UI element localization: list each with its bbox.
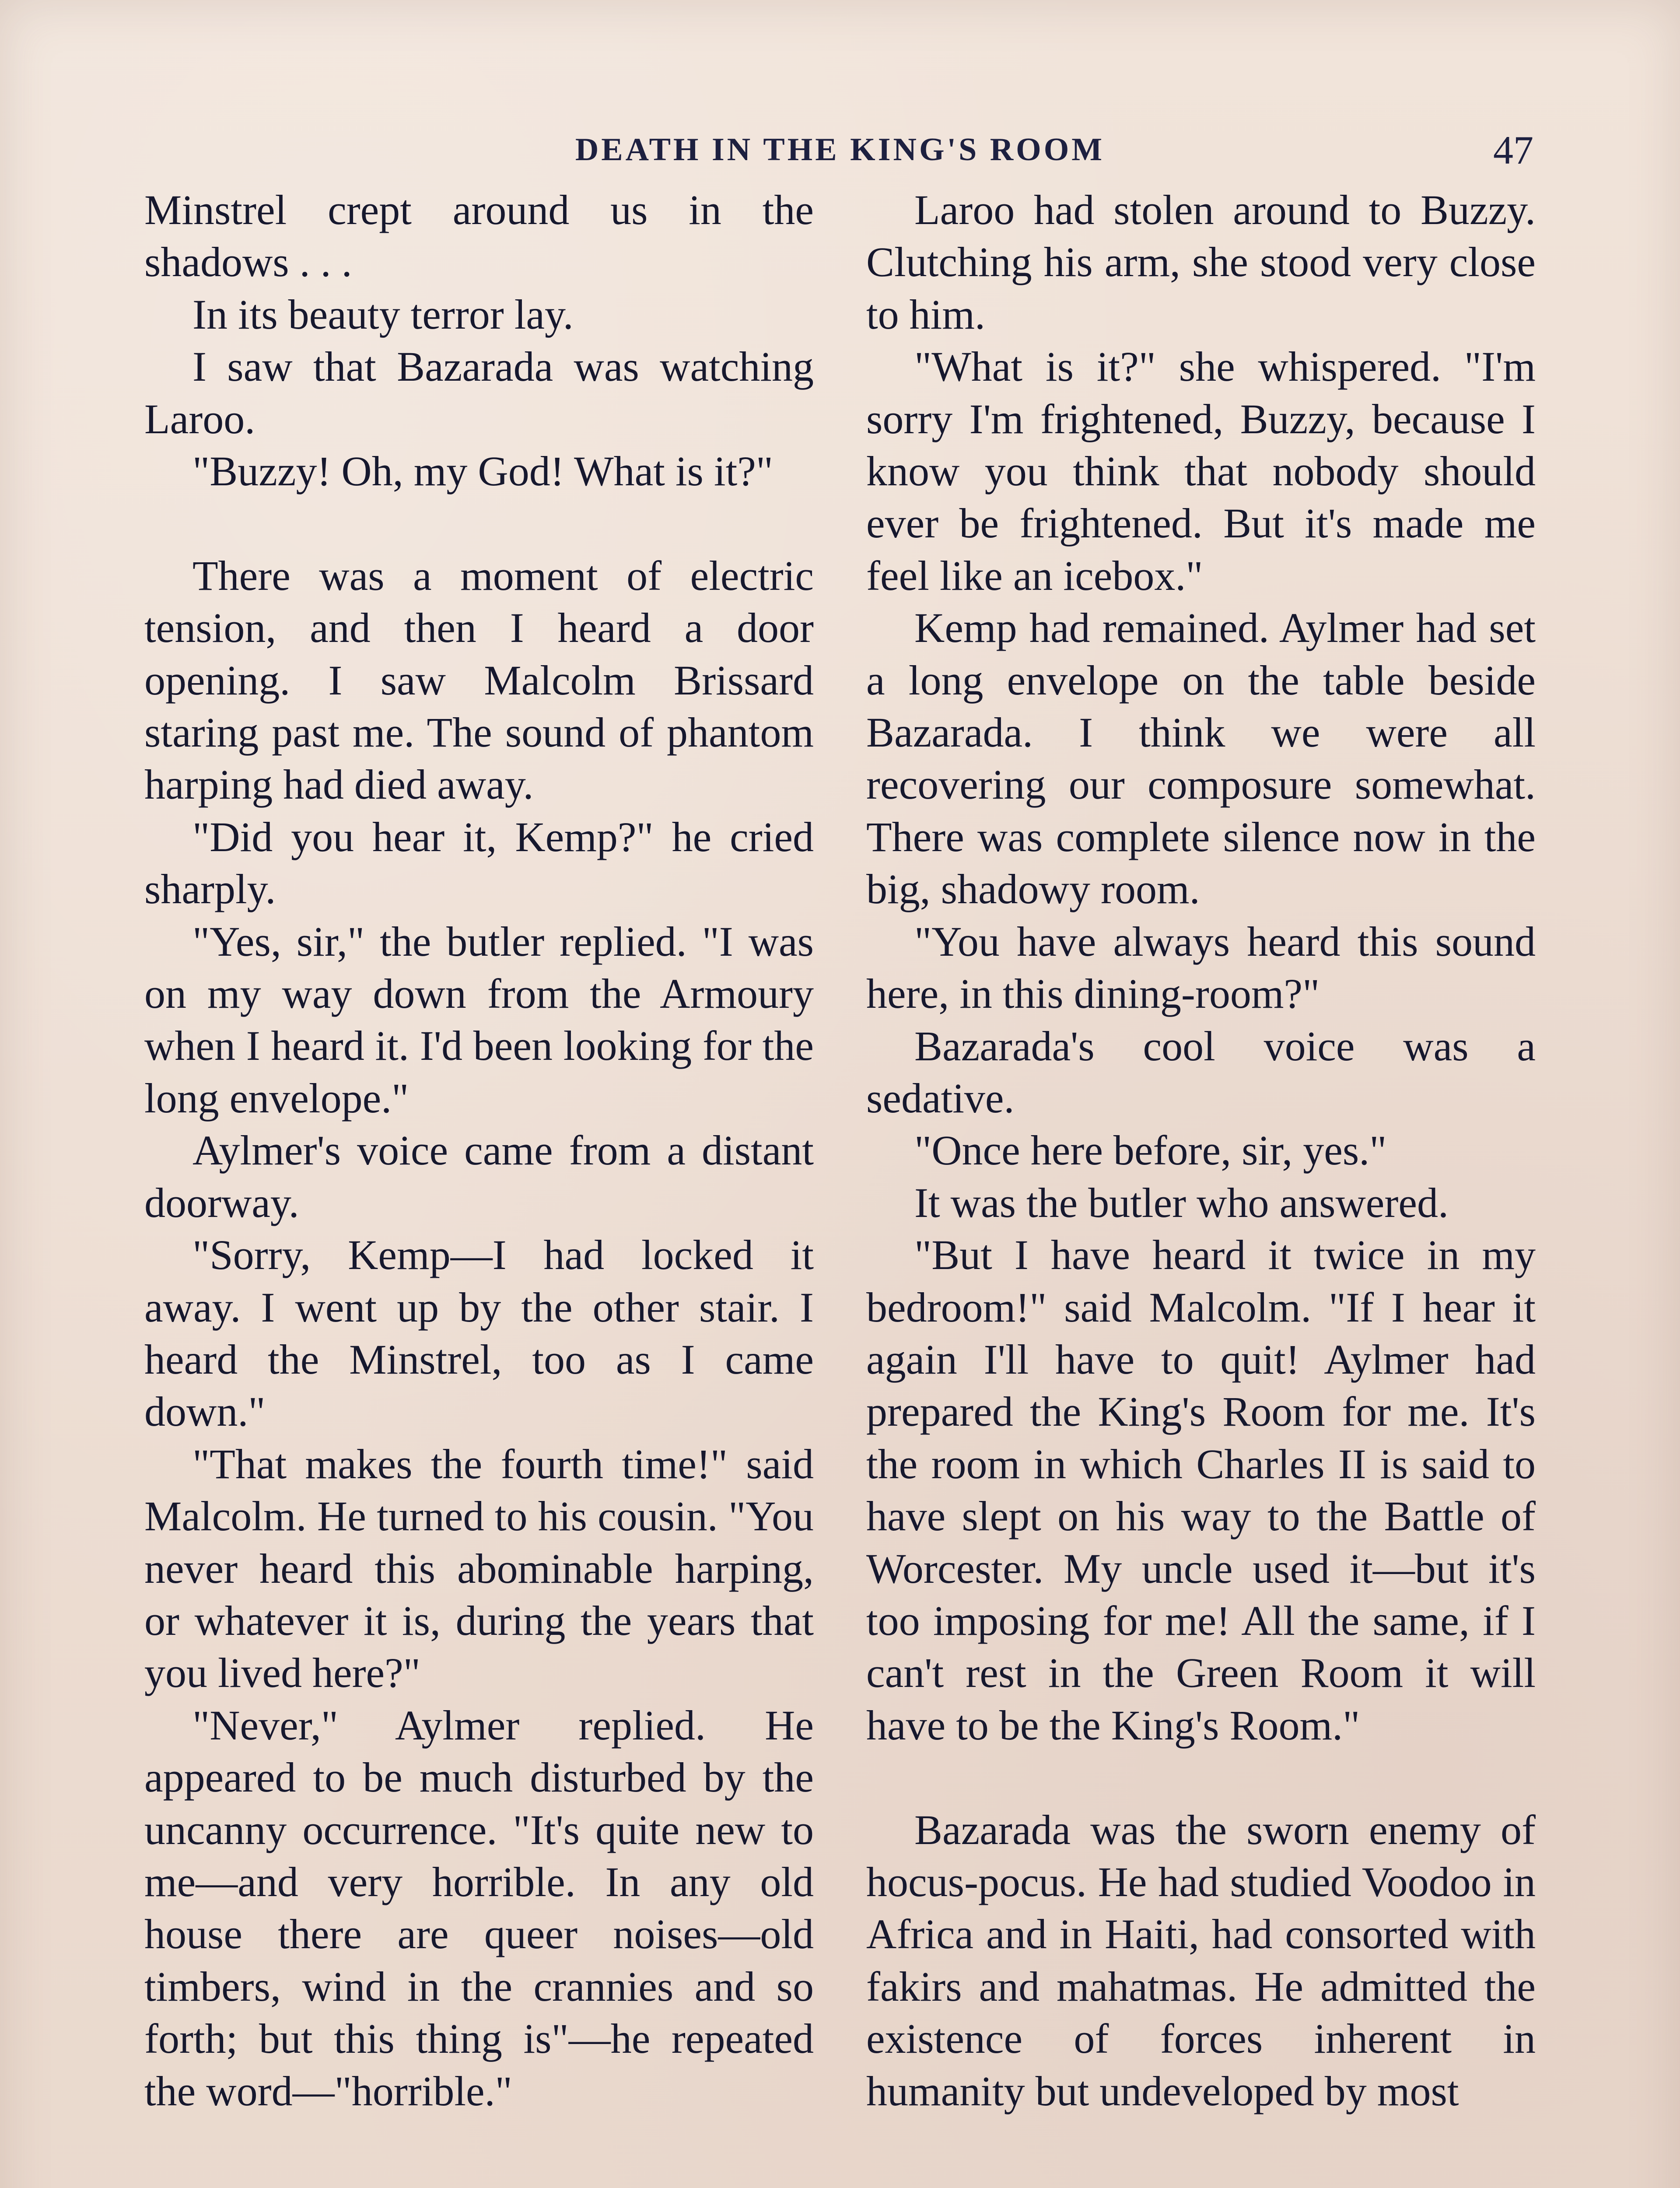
right-column bbox=[866, 184, 1536, 2117]
paragraph: Minstrel crept around us in the shadows . . . bbox=[144, 186, 814, 286]
paragraph: I saw that Bazarada was watching Laroo. bbox=[144, 343, 814, 442]
running-head: DEATH IN THE KING'S ROOM bbox=[575, 132, 1105, 168]
paragraph: Kemp had remained. Aylmer had set a long envelope on the table beside Bazarada. I think we were all recovering our composure somewhat. There was complete silence now in the big, shadowy room. bbox=[866, 604, 1536, 913]
paragraph: "Once here before, sir, yes." bbox=[914, 1127, 1387, 1174]
paragraph: Laroo had stolen around to Buzzy. Clutching his arm, she stood very close to him. bbox=[866, 186, 1536, 338]
paragraph: "Did you hear it, Kemp?" he cried sharply. bbox=[144, 813, 814, 913]
paragraph: "Never," Aylmer replied. He appeared to be much disturbed by the uncanny occurrence. "It's quite new to me—and very horrible. In any old house there are queer noises—old timbers, wind in the crannies and so forth; but this thing is"—he repeated the word—"horrible." bbox=[144, 1701, 814, 2114]
paragraph: Aylmer's voice came from a distant doorway. bbox=[144, 1127, 814, 1226]
paragraph: "You have always heard this sound here, in this dining-room?" bbox=[866, 918, 1536, 1017]
paragraph: Bazarada's cool voice was a sedative. bbox=[866, 1022, 1536, 1122]
paragraph: "That makes the fourth time!" said Malcolm. He turned to his cousin. "You never heard this abominable harping, or whatever it is, during the years that you lived here?" bbox=[144, 1440, 814, 1697]
left-column bbox=[144, 184, 814, 2117]
paragraph: "But I have heard it twice in my bedroom!" said Malcolm. "If I hear it again I'll have to quit! Aylmer had prepared the King's Room for me. It's the room in which Charles II is said to have slept on his way to the Battle of Worcester. My uncle used it—but it's too imposing for me! All the same, if I can't rest in the Green Room it will have to be the King's Room." bbox=[866, 1231, 1536, 1749]
page-number: 47 bbox=[1493, 128, 1533, 172]
paragraph: "Buzzy! Oh, my God! What is it?" bbox=[192, 448, 774, 495]
paragraph: It was the butler who answered. bbox=[914, 1179, 1449, 1226]
paragraph: There was a moment of electric tension, and then I heard a door opening. I saw Malcolm Brissard staring past me. The sound of phantom harping had died away. bbox=[144, 552, 814, 808]
paragraph: "What is it?" she whispered. "I'm sorry I'm frightened, Buzzy, because I know you think that nobody should ever be frightened. But it's made me feel like an icebox." bbox=[866, 343, 1536, 599]
paragraph: "Sorry, Kemp—I had locked it away. I went up by the other stair. I heard the Minstrel, too as I came down." bbox=[144, 1231, 814, 1435]
paragraph: In its beauty terror lay. bbox=[192, 291, 574, 338]
paragraph: Bazarada was the sworn enemy of hocus-pocus. He had studied Voodoo in Africa and in Haiti, had consorted with fakirs and mahatmas. He admitted the existence of forces inherent in humanity but undeveloped by most bbox=[866, 1806, 1536, 2114]
paragraph: "Yes, sir," the butler replied. "I was on my way down from the Armoury when I heard it. I'd been looking for the long envelope." bbox=[144, 918, 814, 1122]
